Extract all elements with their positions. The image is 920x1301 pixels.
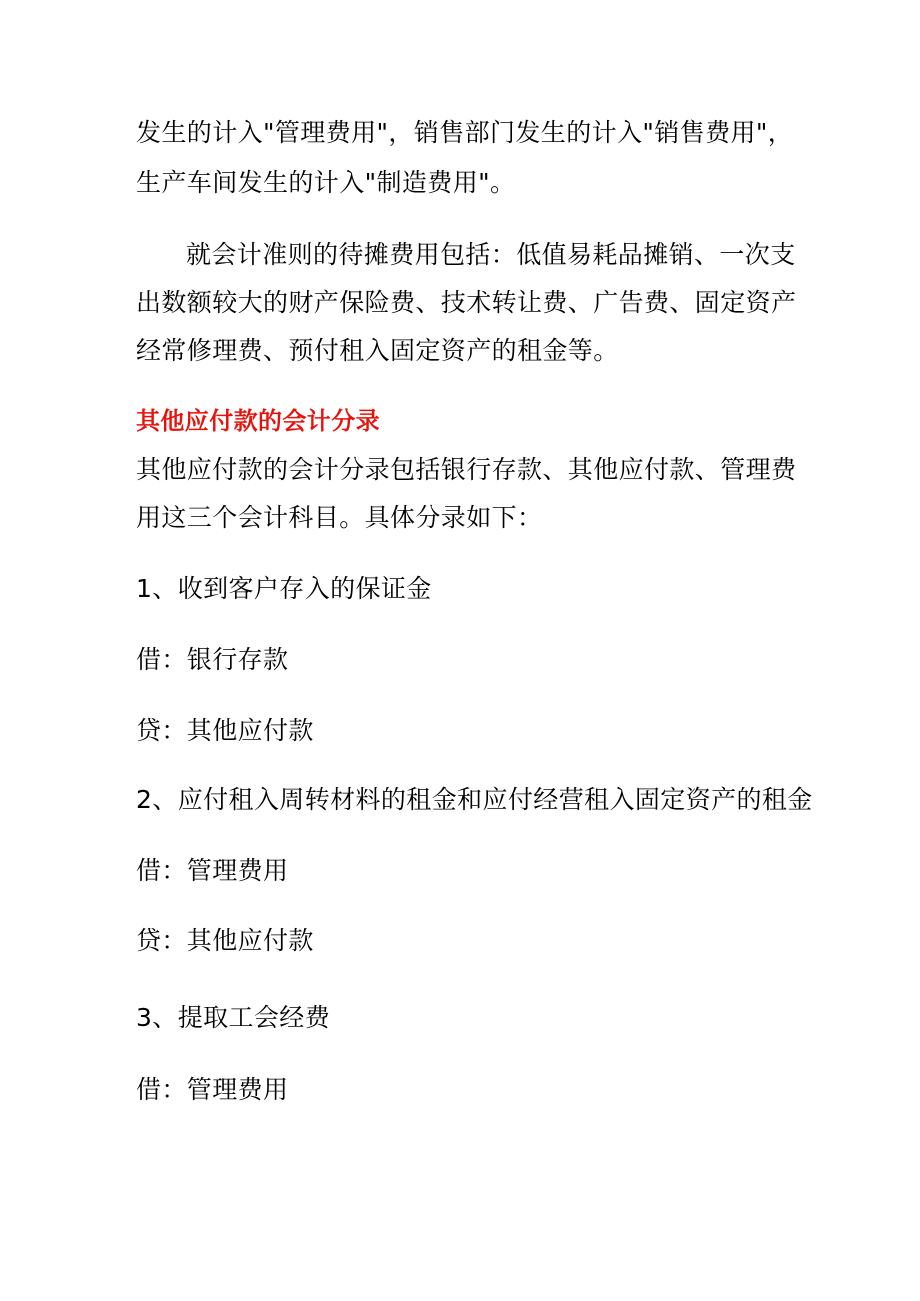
entry-1-credit: 贷：其他应付款 xyxy=(136,716,314,745)
paragraph-2-line-1: 就会计准则的待摊费用包括：低值易耗品摊销、一次支 xyxy=(186,240,796,269)
paragraph-1-line-2: 生产车间发生的计入"制造费用"。 xyxy=(136,168,516,197)
paragraph-1-line-1: 发生的计入"管理费用"，销售部门发生的计入"销售费用"， xyxy=(136,118,794,147)
paragraph-2-line-3: 经常修理费、预付租入固定资产的租金等。 xyxy=(136,336,619,365)
entry-1-debit: 借：银行存款 xyxy=(136,645,289,674)
intro-line-1: 其他应付款的会计分录包括银行存款、其他应付款、管理费 xyxy=(136,455,797,484)
entry-2-credit: 贷：其他应付款 xyxy=(136,926,314,955)
intro-line-2: 用这三个会计科目。具体分录如下： xyxy=(136,503,543,532)
entry-1-title: 1、收到客户存入的保证金 xyxy=(136,574,432,603)
paragraph-2-line-2: 出数额较大的财产保险费、技术转让费、广告费、固定资产 xyxy=(136,288,797,317)
entry-2-title: 2、应付租入周转材料的租金和应付经营租入固定资产的租金 xyxy=(136,785,813,814)
entry-3-title: 3、提取工会经费 xyxy=(136,1003,331,1032)
entry-3-debit: 借：管理费用 xyxy=(136,1075,289,1104)
section-heading: 其他应付款的会计分录 xyxy=(136,407,380,435)
entry-2-debit: 借：管理费用 xyxy=(136,856,289,885)
